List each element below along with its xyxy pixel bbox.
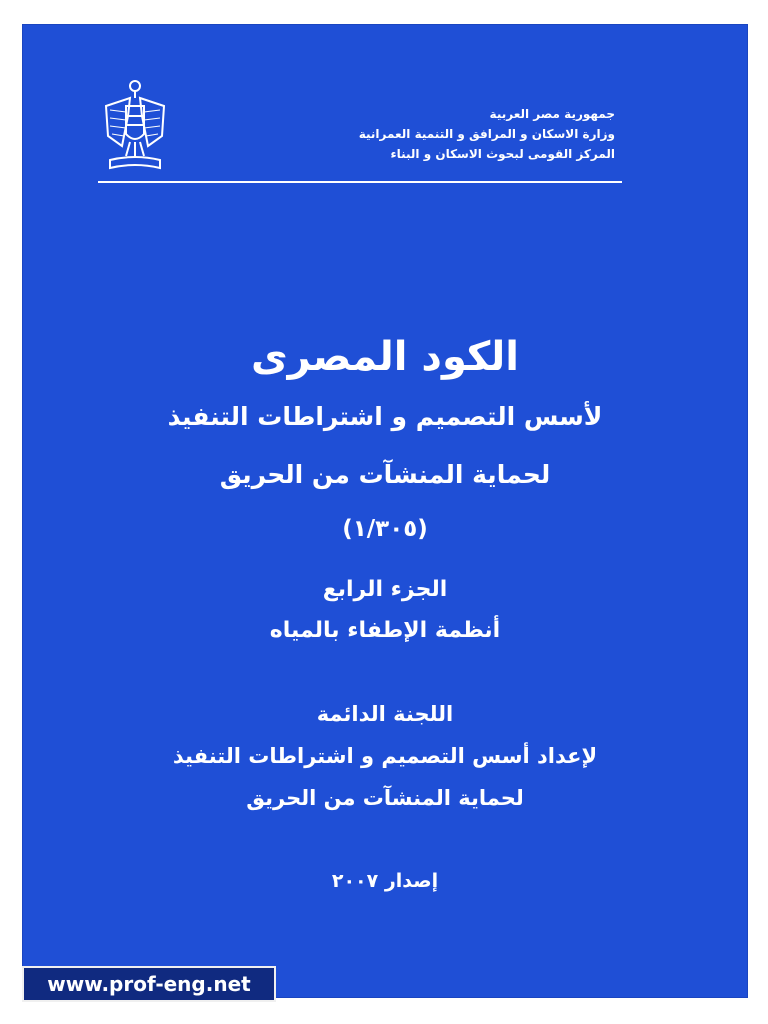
cover-subtitle-line1: لأسس التصميم و اشتراطات التنفيذ (167, 402, 603, 431)
committee-description-line2: لحماية المنشآت من الحريق (246, 786, 524, 810)
cover-title: الكود المصرى (250, 334, 520, 380)
committee-description-line1: لإعداد أسس التصميم و اشتراطات التنفيذ (172, 744, 598, 768)
header-divider (98, 181, 622, 183)
part-title: أنظمة الإطفاء بالمياه (269, 618, 501, 643)
header-country: جمهورية مصر العربية (489, 107, 615, 121)
egypt-eagle-emblem-icon (100, 76, 170, 176)
edition-label: إصدار ٢٠٠٧ (331, 870, 439, 892)
header-research-center: المركز القومى لبحوث الاسكان و البناء (390, 147, 615, 161)
issuer-header (255, 104, 615, 164)
part-label: الجزء الرابع (322, 577, 448, 602)
committee-label: اللجنة الدائمة (316, 702, 454, 726)
header-ministry: وزارة الاسكان و المرافق و التنمية العمرانية (358, 127, 615, 141)
website-watermark: www.prof-eng.net (22, 966, 276, 1002)
cover-subtitle-line2: لحماية المنشآت من الحريق (219, 460, 551, 489)
book-cover (22, 24, 748, 998)
code-number: (١/٣٠٥) (342, 516, 428, 542)
